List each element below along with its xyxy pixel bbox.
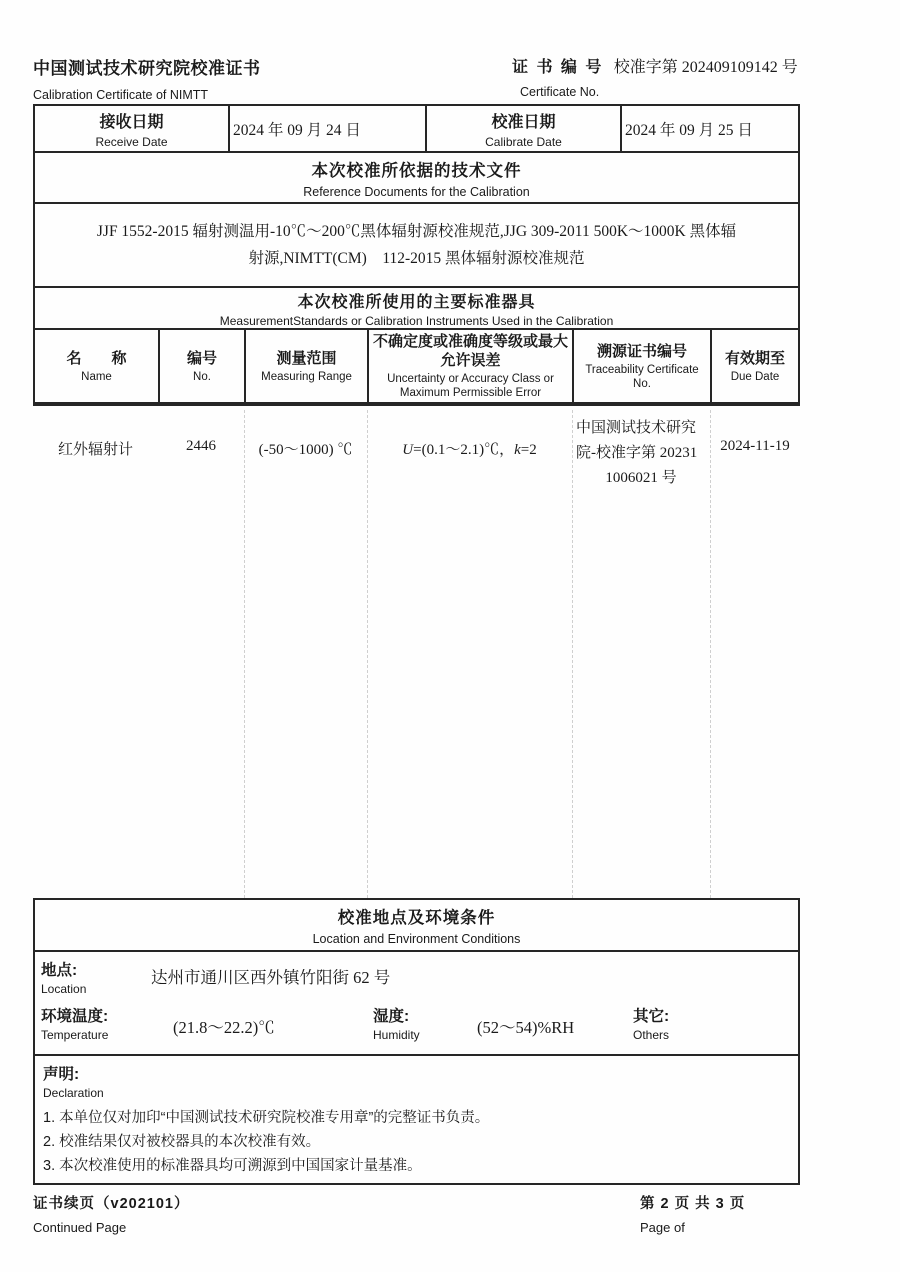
declaration-item-2: 2. 校准结果仅对被校器具的本次校准有效。	[43, 1134, 321, 1150]
faded-column-divider	[367, 410, 368, 898]
col-header-name	[35, 330, 160, 402]
col-due-date-en: Due Date	[730, 370, 780, 383]
col-header-no	[160, 330, 246, 402]
col-due-date-cn: 有效期至	[724, 349, 785, 367]
humidity-label-cn: 湿度:	[373, 1008, 410, 1025]
instrument-no-cell: 2446	[186, 438, 216, 454]
calibrate-date-value: 2024 年 09 月 25 日	[625, 121, 753, 139]
page-number-cn: 第 2 页 共 3 页	[640, 1196, 746, 1212]
receive-date-label-en: Receive Date	[95, 134, 168, 149]
location-label	[41, 958, 151, 996]
u-rest: =(0.1～2.1)℃，	[413, 442, 515, 458]
reference-content	[35, 204, 798, 288]
continued-page-label-cn: 证书续页（v202101）	[33, 1196, 190, 1212]
location-title-en: Location and Environment Conditions	[312, 932, 521, 946]
declaration-section	[35, 1056, 798, 1184]
certificate-number-line	[512, 54, 823, 77]
certificate-number-block	[512, 54, 823, 99]
others-label-cn: 其它:	[633, 1008, 670, 1025]
col-header-due-date	[712, 330, 798, 402]
humidity-label-en: Humidity	[373, 1028, 420, 1042]
instrument-row	[33, 410, 800, 491]
location-title-cn: 校准地点及环境条件	[337, 909, 496, 927]
instrument-traceability-cell	[572, 410, 710, 491]
traceability-line3: 1006021 号	[605, 470, 677, 486]
standards-title-en: MeasurementStandards or Calibration Instruments Used in the Calibration	[219, 313, 614, 328]
location-label-cn: 地点:	[41, 962, 78, 979]
continued-page-label-en: Continued Page	[33, 1220, 127, 1235]
reference-title-en: Reference Documents for the Calibration	[303, 184, 530, 199]
declaration-items	[43, 1106, 790, 1178]
receive-date-label-cell	[35, 106, 230, 151]
u-symbol: U	[402, 442, 414, 458]
location-label-en: Location	[41, 982, 87, 996]
certificate-table	[33, 104, 800, 406]
standards-section-title	[35, 288, 798, 330]
col-traceability-cn: 溯源证书编号	[596, 342, 687, 360]
k-rest: =2	[520, 442, 537, 458]
temperature-label-cn: 环境温度:	[41, 1008, 109, 1025]
others-label-en: Others	[633, 1028, 670, 1042]
doc-header	[33, 54, 823, 104]
dates-row	[35, 106, 798, 153]
calibrate-date-label-cell	[427, 106, 622, 151]
traceability-line2: 院-校准字第 20231	[576, 445, 698, 461]
declaration-title-cn: 声明:	[43, 1066, 80, 1083]
humidity-label	[373, 1004, 429, 1042]
location-value: 达州市通川区西外镇竹阳街 62 号	[151, 968, 391, 987]
certificate-number-value: 校准字第 202409109142 号	[613, 59, 798, 76]
calibrate-date-value-cell	[622, 106, 798, 151]
instruments-table-body	[33, 410, 800, 898]
col-header-traceability	[574, 330, 712, 402]
col-name-cn: 名 称	[66, 349, 127, 367]
temperature-label-en: Temperature	[41, 1028, 109, 1042]
reference-section-title	[35, 153, 798, 204]
location-row	[41, 958, 792, 996]
reference-title-cn: 本次校准所依据的技术文件	[311, 161, 522, 180]
faded-column-divider	[572, 410, 573, 898]
doc-title-en: Calibration Certificate of NIMTT	[33, 88, 209, 102]
reference-content-line2: 射源,NIMTT(CM) 112-2015 黑体辐射源校准规范	[248, 250, 585, 267]
col-range-en: Measuring Range	[261, 370, 352, 383]
doc-title-cn: 中国测试技术研究院校准证书	[33, 59, 261, 78]
standards-title-cn: 本次校准所使用的主要标准器具	[297, 293, 536, 311]
instrument-name-cell: 红外辐射计	[57, 442, 133, 458]
humidity-value: (52～54)%RH	[477, 1018, 575, 1037]
col-uncertainty-cn: 不确定度或准确度等级或最大允许误差	[372, 333, 568, 369]
location-environment-content	[35, 952, 798, 1056]
faded-column-divider	[244, 410, 245, 898]
uncertainty-expression	[402, 438, 536, 459]
receive-date-value-cell	[230, 106, 427, 151]
calibrate-date-label-en: Calibrate Date	[485, 134, 562, 149]
instrument-uncertainty-cell	[367, 410, 572, 491]
location-environment-box	[33, 898, 800, 1185]
col-no-en: No.	[193, 370, 211, 383]
instrument-range-cell: (-50～1000) ℃	[258, 442, 353, 458]
temperature-value: (21.8～22.2)℃	[173, 1018, 275, 1037]
instrument-due-date-cell: 2024-11-19	[720, 438, 790, 454]
receive-date-value: 2024 年 09 月 24 日	[233, 121, 361, 139]
receive-date-label-cn: 接收日期	[99, 113, 164, 131]
page-number-en: Page of	[640, 1220, 685, 1235]
col-uncertainty-en: Uncertainty or Accuracy Class or Maximum Permissible Error	[387, 373, 554, 399]
reference-content-line1: JJF 1552-2015 辐射测温用-10℃～200℃黑体辐射源校准规范,JJG 309-2011 500K～1000K 黑体辐	[96, 223, 737, 240]
location-section-title	[35, 900, 798, 952]
calibrate-date-label-cn: 校准日期	[491, 113, 556, 131]
col-range-cn: 测量范围	[276, 349, 337, 367]
environment-row	[41, 1004, 792, 1042]
footer-left	[33, 1192, 189, 1235]
declaration-title-en: Declaration	[43, 1086, 104, 1100]
certificate-number-label-en: Certificate No.	[520, 85, 600, 99]
declaration-item-3: 3. 本次校准使用的标准器具均可溯源到中国国家计量基准。	[43, 1158, 422, 1174]
col-header-uncertainty	[369, 330, 574, 402]
traceability-line1: 中国测试技术研究	[576, 420, 697, 436]
col-traceability-en: Traceability Certificate No.	[585, 363, 699, 390]
col-no-cn: 编号	[186, 349, 217, 367]
col-name-en: Name	[81, 370, 112, 383]
others-label	[633, 1004, 669, 1042]
declaration-item-1: 1. 本单位仅对加印“中国测试技术研究院校准专用章”的完整证书负责。	[43, 1110, 490, 1126]
faded-column-divider	[710, 410, 711, 898]
instruments-table-header	[35, 330, 798, 404]
temperature-label	[41, 1004, 173, 1042]
doc-title-block	[33, 54, 261, 102]
col-header-range	[246, 330, 369, 402]
certificate-number-label-cn: 证 书 编 号	[512, 59, 604, 76]
footer-right	[640, 1192, 745, 1235]
k-symbol: k	[514, 442, 521, 458]
